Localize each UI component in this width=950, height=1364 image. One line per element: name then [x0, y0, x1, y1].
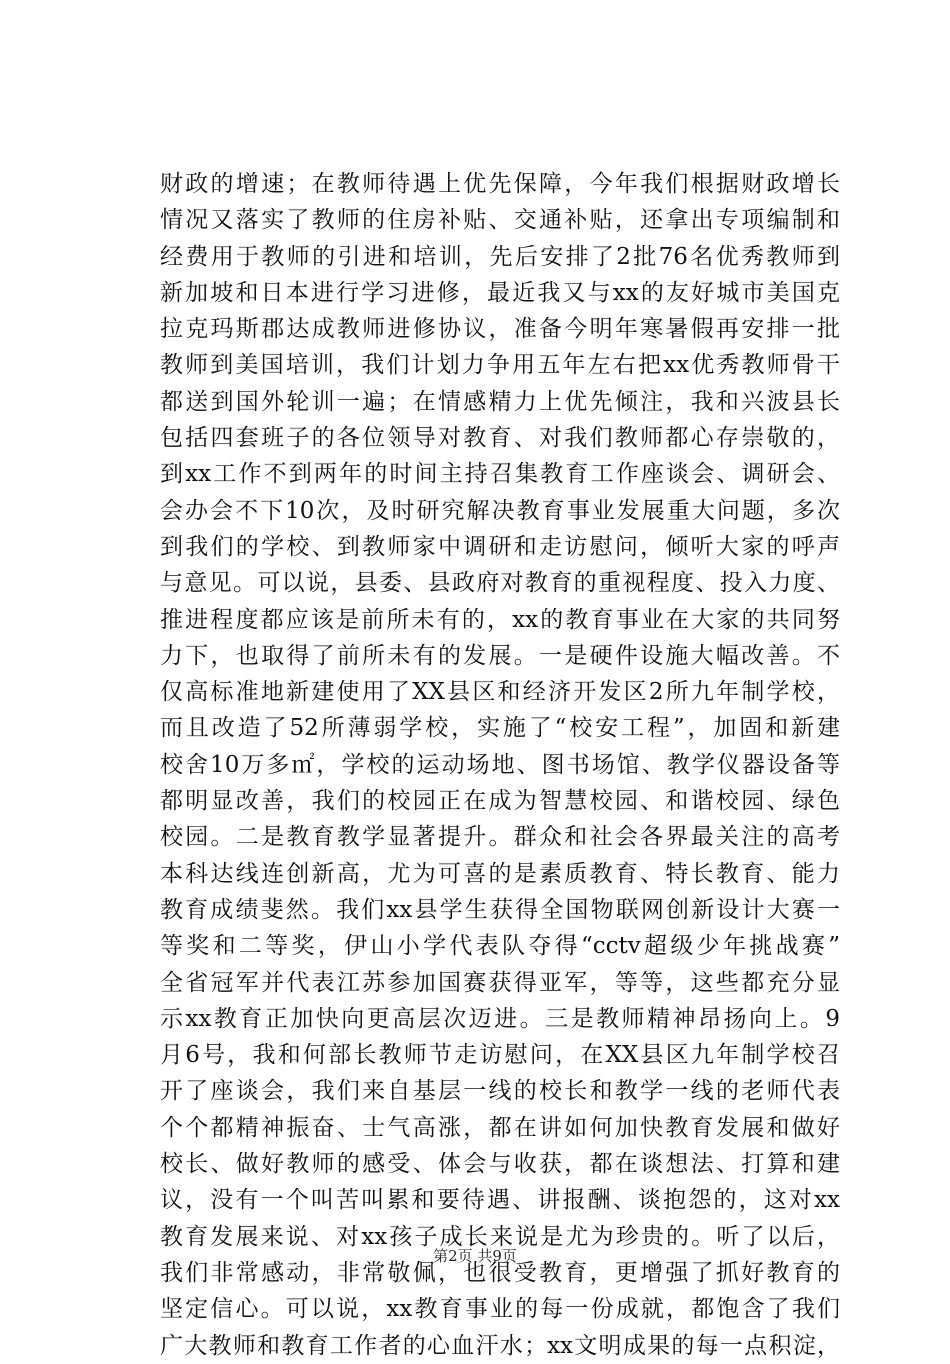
- body-line-12: 与意见。可以说，县委、县政府对教育的重视程度、投入力度、: [160, 570, 840, 597]
- body-line-4: 新加坡和日本进行学习进修，最近我又与xx的友好城市美国克: [160, 279, 840, 306]
- body-line-25: 月6号，我和何部长教师节走访慰问，在XX县区九年制学校召: [160, 1042, 840, 1069]
- body-line-15: 仅高标准地新建使用了XX县区和经济开发区2所九年制学校，: [160, 679, 840, 706]
- body-line-7: 都送到国外轮训一遍；在情感精力上优先倾注，我和兴波县长: [160, 388, 840, 415]
- body-line-24: 示xx教育正加快向更高层次迈进。三是教师精神昂扬向上。9: [160, 1005, 840, 1032]
- body-line-32: 坚定信心。可以说，xx教育事业的每一份成就，都饱含了我们: [160, 1296, 840, 1323]
- body-line-23: 全省冠军并代表江苏参加国赛获得亚军，等等，这些都充分显: [160, 969, 840, 996]
- body-line-2: 情况又落实了教师的住房补贴、交通补贴，还拿出专项编制和: [160, 207, 840, 234]
- body-line-28: 校长、做好教师的感受、体会与收获，都在谈想法、打算和建: [160, 1151, 840, 1178]
- body-line-9: 到xx工作不到两年的时间主持召集教育工作座谈会、调研会、: [160, 461, 840, 488]
- body-line-33: 广大教师和教育工作者的心血汗水；xx文明成果的每一点积淀，: [160, 1332, 840, 1359]
- body-line-26: 开了座谈会，我们来自基层一线的校长和教学一线的老师代表: [160, 1078, 840, 1105]
- body-line-27: 个个都精神振奋、士气高涨，都在讲如何加快教育发展和做好: [160, 1114, 840, 1141]
- body-line-31: 我们非常感动，非常敬佩，也很受教育，更增强了抓好教育的: [160, 1259, 840, 1286]
- body-line-18: 都明显改善，我们的校园正在成为智慧校园、和谐校园、绿色: [160, 788, 840, 815]
- body-line-1: 财政的增速；在教师待遇上优先保障，今年我们根据财政增长: [160, 171, 840, 197]
- body-line-14: 力下，也取得了前所未有的发展。一是硬件设施大幅改善。不: [160, 642, 840, 669]
- body-line-29: 议，没有一个叫苦叫累和要待遇、讲报酬、谈抱怨的，这对xx: [160, 1187, 840, 1214]
- body-line-8: 包括四套班子的各位领导对教育、对我们教师都心存崇敬的，: [160, 425, 840, 452]
- body-line-30: 教育发展来说、对xx孩子成长来说是尤为珍贵的。听了以后，: [160, 1223, 840, 1250]
- body-line-6: 教师到美国培训，我们计划力争用五年左右把xx优秀教师骨干: [160, 352, 840, 379]
- body-line-16: 而且改造了52所薄弱学校，实施了“校安工程”，加固和新建: [160, 715, 840, 742]
- body-line-19: 校园。二是教育教学显著提升。群众和社会各界最关注的高考: [160, 824, 840, 851]
- body-line-11: 到我们的学校、到教师家中调研和走访慰问，倾听大家的呼声: [160, 533, 840, 560]
- document-body: [160, 166, 840, 1364]
- body-line-21: 教育成绩斐然。我们xx县学生获得全国物联网创新设计大赛一: [160, 896, 840, 923]
- body-line-13: 推进程度都应该是前所未有的，xx的教育事业在大家的共同努: [160, 606, 840, 633]
- body-line-22: 等奖和二等奖，伊山小学代表队夺得“cctv超级少年挑战赛”: [160, 933, 840, 960]
- body-line-3: 经费用于教师的引进和培训，先后安排了2批76名优秀教师到: [160, 243, 840, 270]
- page-footer: 第2页 共9页: [433, 1247, 517, 1265]
- body-line-10: 会办会不下10次，及时研究解决教育事业发展重大问题，多次: [160, 497, 840, 524]
- body-line-5: 拉克玛斯郡达成教师进修协议，准备今明年寒暑假再安排一批: [160, 316, 840, 343]
- body-line-17: 校舍10万多㎡，学校的运动场地、图书场馆、教学仪器设备等: [160, 751, 840, 778]
- body-line-20: 本科达线连创新高，尤为可喜的是素质教育、特长教育、能力: [160, 860, 840, 887]
